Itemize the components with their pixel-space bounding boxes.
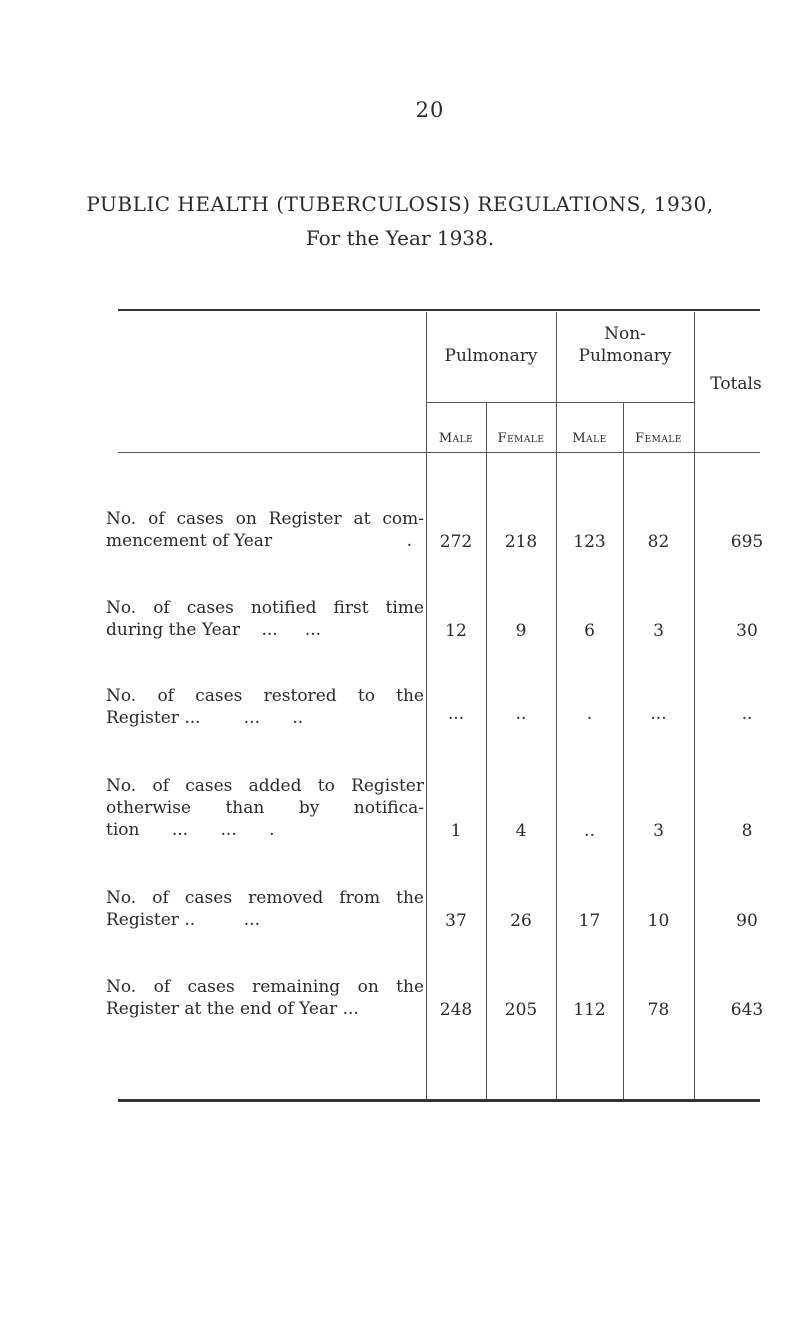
header-nonpulmonary-female: Female — [635, 431, 682, 446]
table-cell: 4 — [515, 821, 527, 841]
table-cell: 8 — [741, 821, 753, 841]
table-cell: . — [586, 704, 593, 724]
row-label — [106, 685, 424, 729]
table-cell: 9 — [515, 621, 527, 641]
header-non-pulmonary-line1: Non- — [604, 324, 646, 344]
bottom-rule — [118, 1099, 760, 1102]
header-pulmonary-male: Male — [438, 431, 474, 446]
table-cell: 17 — [578, 911, 601, 931]
header-pulmonary: Pulmonary — [444, 346, 538, 366]
row-label-line: tion ... ... . — [106, 820, 275, 840]
header-pulmonary-female: Female — [497, 431, 545, 446]
row-label-line: Register at the end of Year ... — [106, 999, 359, 1019]
table-cell: .. — [515, 704, 527, 724]
table-cell: 26 — [510, 911, 532, 931]
row-label-line: No. of cases added to Register — [106, 776, 424, 796]
table-cell: 123 — [573, 532, 606, 552]
nonpulmonary-underline — [556, 402, 694, 403]
row-label-line: Register .. ... — [106, 910, 260, 930]
table-cell: 10 — [647, 911, 670, 931]
table-cell: ... — [650, 704, 667, 724]
row-label-line: No. of cases remaining on the — [106, 977, 424, 997]
table-cell: 12 — [445, 621, 467, 641]
table-cell: 218 — [504, 532, 538, 552]
row-label-line: No. of cases restored to the — [106, 686, 424, 706]
row-label-line: during the Year ... ... — [106, 620, 321, 640]
pulmonary-underline — [426, 402, 556, 403]
table-cell: 1 — [450, 821, 462, 841]
table-cell: 205 — [504, 1000, 538, 1020]
table-cell: 30 — [736, 621, 758, 641]
row-label — [106, 775, 424, 841]
table-cell: .. — [741, 704, 753, 724]
table-cell: ... — [447, 704, 465, 724]
row-label — [106, 976, 424, 1020]
row-label — [106, 887, 424, 931]
table-cell: 78 — [647, 1000, 670, 1020]
table-cell: 37 — [445, 911, 467, 931]
table-cell: 90 — [736, 911, 758, 931]
row-label-line: mencement of Year . — [106, 531, 412, 551]
row-label-line: No. of cases notified first time — [106, 598, 424, 618]
page-subtitle: For the Year 1938. — [305, 226, 495, 250]
table-cell: 695 — [730, 532, 764, 552]
row-label-line: otherwise than by notifica- — [106, 798, 424, 818]
page-title: PUBLIC HEALTH (TUBERCULOSIS) REGULATIONS, 1930, — [86, 192, 714, 216]
col-divider-nonpulm-sex — [623, 403, 624, 1099]
row-label-line: No. of cases removed from the — [106, 888, 424, 908]
table-cell: 643 — [730, 1000, 764, 1020]
table-cell: 112 — [573, 1000, 606, 1020]
header-bottom-rule — [118, 452, 760, 453]
col-divider-pulm-sex — [486, 403, 487, 1099]
table-cell: 3 — [653, 821, 664, 841]
page-number: 20 — [415, 98, 445, 122]
header-non-pulmonary-line2: Pulmonary — [578, 346, 672, 366]
row-label-line: No. of cases on Register at com- — [106, 509, 424, 529]
top-rule — [118, 309, 760, 311]
header-totals: Totals — [710, 374, 762, 394]
table-cell: .. — [584, 821, 595, 841]
row-label-line: Register ... ... .. — [106, 708, 304, 728]
table-cell: 6 — [584, 621, 595, 641]
table-cell: 3 — [653, 621, 664, 641]
table-cell: 248 — [439, 1000, 473, 1020]
row-label — [106, 597, 424, 641]
table-cell: 272 — [439, 532, 473, 552]
header-nonpulmonary-male: Male — [572, 431, 607, 446]
row-label — [106, 508, 424, 552]
table-cell: 82 — [647, 532, 670, 552]
